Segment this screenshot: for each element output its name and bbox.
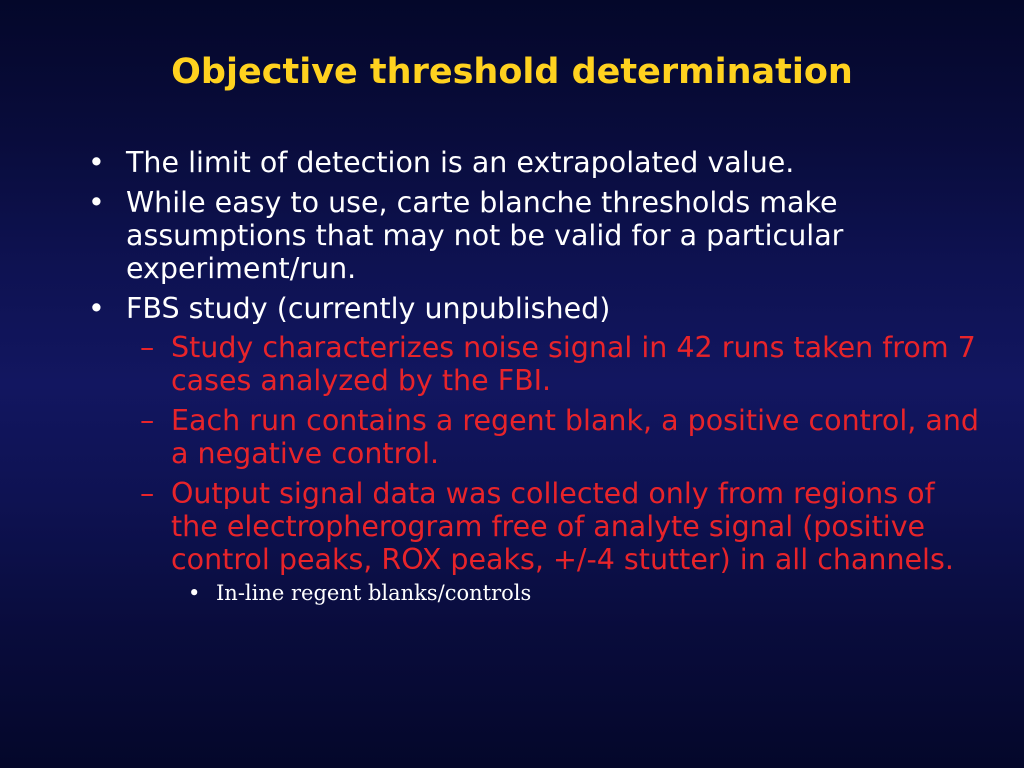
sub-bullet-list: [88, 331, 988, 606]
bullet-text: The limit of detection is an extrapolated value.: [126, 146, 795, 179]
small-bullet-icon: •: [188, 581, 201, 605]
sub-bullet-text: Study characterizes noise signal in 42 runs taken from 7 cases analyzed by the FBI.: [171, 331, 976, 397]
sub-bullet-item: [88, 404, 988, 470]
bullet-item: [88, 146, 988, 179]
bullet-item: [88, 186, 988, 285]
bullet-list: [88, 146, 988, 613]
bullet-item: [88, 292, 988, 606]
dash-icon: –: [140, 477, 155, 510]
bullet-dot-icon: •: [88, 292, 105, 325]
sub-bullet-item: [88, 477, 988, 606]
sub-bullet-text: Each run contains a regent blank, a positive control, and a negative control.: [171, 404, 979, 470]
bullet-dot-icon: •: [88, 146, 105, 179]
slide-title: Objective threshold determination: [171, 52, 853, 92]
sub-bullet-text: Output signal data was collected only from regions of the electropherogram free of analyte signal (positive control peaks, ROX peaks, +/-4 stutter) in all channels.: [171, 477, 954, 576]
bullet-dot-icon: •: [88, 186, 105, 219]
sub-sub-bullet-list: [171, 580, 988, 606]
dash-icon: –: [140, 331, 155, 364]
sub-sub-bullet-item: [171, 580, 988, 606]
bullet-text: FBS study (currently unpublished): [126, 292, 611, 325]
bullet-text: While easy to use, carte blanche thresholds make assumptions that may not be valid for a particular experiment/run.: [126, 186, 844, 285]
sub-bullet-item: [88, 331, 988, 397]
sub-sub-bullet-text: In-line regent blanks/controls: [216, 581, 532, 605]
dash-icon: –: [140, 404, 155, 437]
